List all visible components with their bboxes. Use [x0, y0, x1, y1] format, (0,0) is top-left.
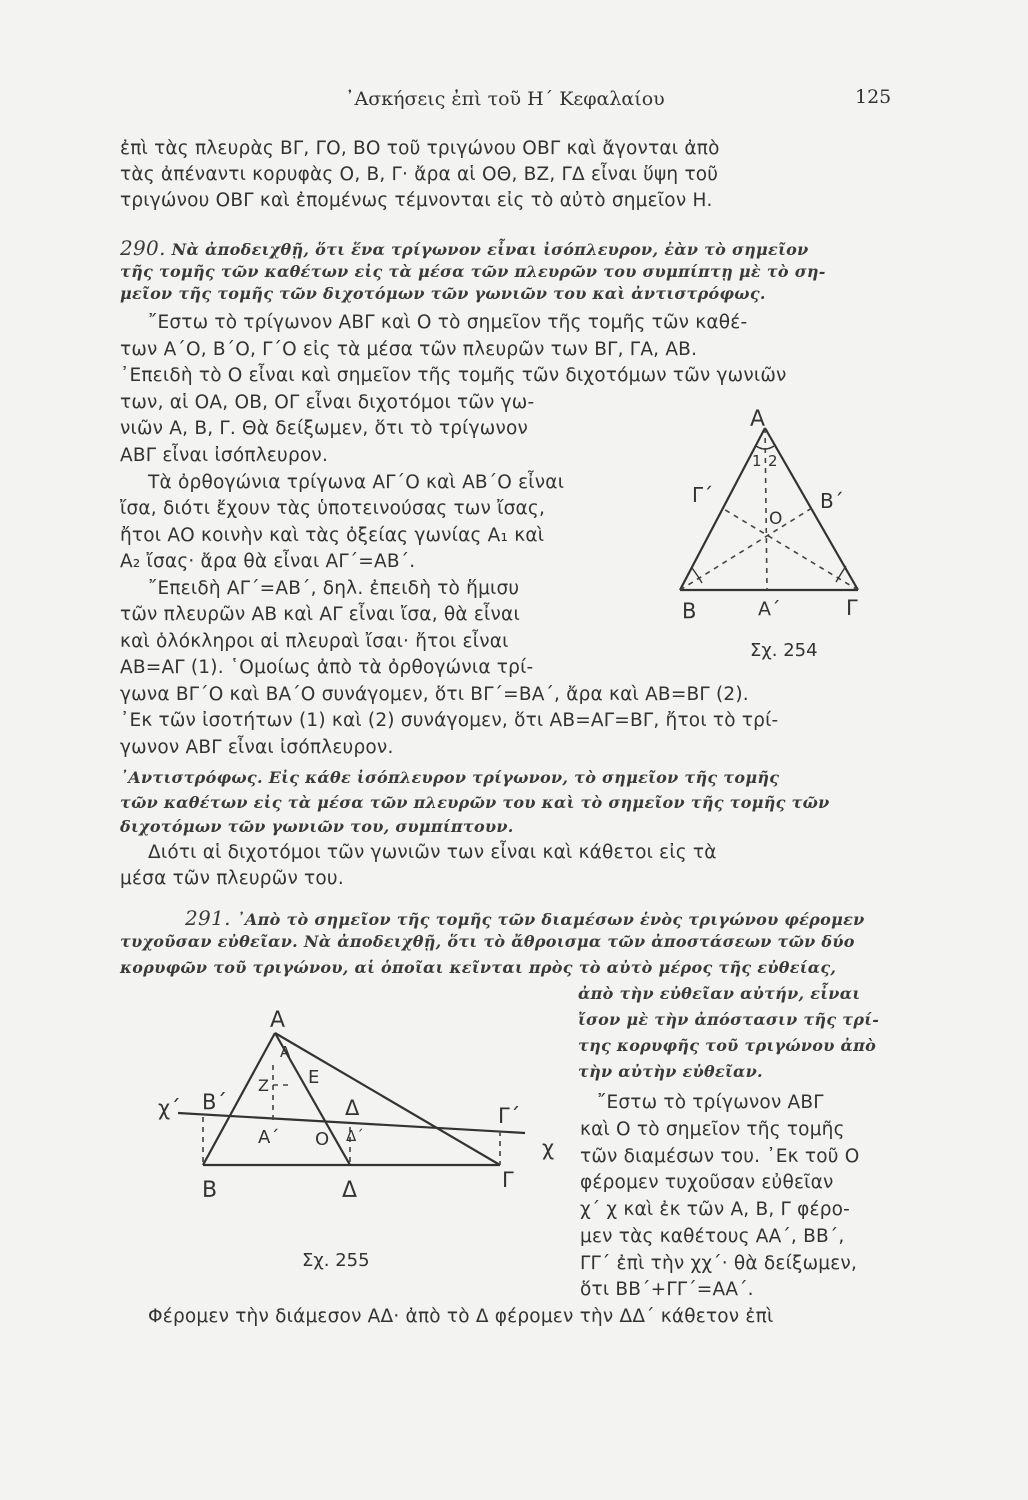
- label-a-small: Α: [280, 1043, 291, 1061]
- label-o: Ο: [315, 1129, 330, 1150]
- figure-254-caption: Σχ. 254: [750, 640, 818, 661]
- label-a: Α: [750, 407, 766, 432]
- exercise-291-statement-line: ἴσον μὲ τὴν ἀπόστασιν τῆς τρί-: [578, 1010, 880, 1029]
- proof-line: τῶν πλευρῶν ΑΒ καὶ ΑΓ εἶναι ἴσα, θὰ εἶναι: [120, 604, 520, 625]
- proof-line: γωνον ΑΒΓ εἶναι ἰσόπλευρον.: [120, 737, 394, 758]
- label-dp: Δ΄: [346, 1127, 364, 1145]
- proof-line: ῎Εστω τὸ τρίγωνον ΑΒΓ: [597, 1092, 824, 1113]
- angle-arc-b: [692, 568, 702, 583]
- label-bp: Β΄: [820, 489, 844, 513]
- exercise-290-statement-line: 290. Νὰ ἀποδειχθῇ, ὅτι ἕνα τρίγωνον εἶναι ἰσόπλευρον, ἐὰν τὸ σημεῖον: [120, 236, 809, 260]
- proof-line: ᾿Επειδὴ τὸ Ο εἶναι καὶ σημεῖον τῆς τομῆς τῶν διχοτόμων τῶν γωνιῶν: [120, 365, 787, 386]
- label-e: Ε: [308, 1067, 320, 1088]
- label-d-bottom: Δ: [342, 1178, 358, 1203]
- proof-line: των, αἱ ΟΑ, ΟΒ, ΟΓ εἶναι διχοτόμοι τῶν γω-: [120, 392, 535, 413]
- median-g: [722, 508, 858, 590]
- label-o: Ο: [769, 509, 783, 529]
- running-title: ᾿Ασκήσεις ἐπὶ τοῦ Η΄ Κεφαλαίου: [345, 88, 665, 110]
- proof-line: ἴσα, διότι ἔχουν τὰς ὑποτεινούσας των ἴσας,: [120, 498, 546, 519]
- proof-line: νιῶν Α, Β, Γ. Θὰ δείξωμεν, ὅτι τὸ τρίγωνον: [120, 418, 529, 439]
- page-number: 125: [855, 86, 892, 108]
- label-x: χ: [542, 1136, 555, 1160]
- exercise-number: 291.: [185, 906, 231, 930]
- proof-line: ΓΓ΄ ἐπὶ τὴν χχ΄· θὰ δείξωμεν,: [580, 1253, 858, 1274]
- proof-line: ΑΒ=ΑΓ (1). ῾Ομοίως ἀπὸ τὰ ὀρθογώνια τρί-: [120, 657, 534, 678]
- label-a: Α: [270, 1008, 286, 1033]
- figure-254: [670, 400, 880, 680]
- exercise-number: 290.: [120, 236, 166, 260]
- exercise-290-statement-line: μεῖον τῆς τομῆς τῶν διχοτόμων τῶν γωνιῶν του καὶ ἀντιστρόφως.: [120, 284, 766, 303]
- proof-line: χ΄ χ καὶ ἐκ τῶν Α, Β, Γ φέρο-: [580, 1199, 851, 1220]
- proof-line: ἤτοι ΑΟ κοινὴν καὶ τὰς ὀξείας γωνίας Α₁ καὶ: [120, 525, 545, 546]
- proof-line: καὶ Ο τὸ σημεῖον τῆς τομῆς: [580, 1119, 845, 1140]
- converse-proof-line: Διότι αἱ διχοτόμοι τῶν γωνιῶν των εἶναι καὶ κάθετοι εἰς τὰ: [148, 842, 717, 863]
- converse-line: τῶν καθέτων εἰς τὰ μέσα τῶν πλευρῶν του καὶ τὸ σημεῖον τῆς τομῆς τῶν: [120, 793, 830, 812]
- label-ap: Α΄: [758, 598, 781, 620]
- proof-line: των Α΄Ο, Β΄Ο, Γ΄Ο εἰς τὰ μέσα τῶν πλευρῶν των ΒΓ, ΓΑ, ΑΒ.: [120, 339, 698, 360]
- label-bp: Β΄: [202, 1090, 227, 1114]
- median-a: [765, 428, 767, 590]
- angle-arc-a: [756, 446, 774, 449]
- label-b: Β: [682, 599, 697, 623]
- exercise-291-statement-line: της κορυφῆς τοῦ τριγώνου ἀπὸ: [578, 1036, 877, 1055]
- median-b: [680, 508, 812, 590]
- proof-line: Α₂ ἴσας· ἄρα θὰ εἶναι ΑΓ΄=ΑΒ΄.: [120, 551, 416, 572]
- side-ag: [275, 1033, 500, 1165]
- figure-255: [150, 995, 570, 1215]
- label-gp: Γ΄: [692, 483, 714, 507]
- exercise-291-statement-line: 291. ᾿Απὸ τὸ σημεῖον τῆς τομῆς τῶν διαμέσων ἑνὸς τριγώνου φέρομεν: [185, 906, 865, 930]
- label-z: Ζ: [258, 1076, 269, 1095]
- proof-line: ῎Εστω τὸ τρίγωνον ΑΒΓ καὶ Ο τὸ σημεῖον τῆς τομῆς τῶν καθέ-: [148, 312, 748, 333]
- proof-line: ᾿Εκ τῶν ἰσοτήτων (1) καὶ (2) συνάγομεν, ὅτι ΑΒ=ΑΓ=ΒΓ, ἤτοι τὸ τρί-: [120, 710, 779, 731]
- converse-line: διχοτόμων τῶν γωνιῶν του, συμπίπτουν.: [120, 817, 514, 836]
- proof-line: καὶ ὁλόκληροι αἱ πλευραὶ ἴσαι· ἤτοι εἶναι: [120, 631, 509, 652]
- text-line: τριγώνου ΟΒΓ καὶ ἐπομένως τέμνονται εἰς τὸ αὐτὸ σημεῖον Η.: [120, 190, 713, 211]
- label-ap: Α΄: [258, 1127, 280, 1148]
- text-line: ἐπὶ τὰς πλευρὰς ΒΓ, ΓΟ, ΒΟ τοῦ τριγώνου ΟΒΓ καὶ ἄγονται ἀπὸ: [120, 138, 720, 159]
- proof-line: μεν τὰς καθέτους ΑΑ΄, ΒΒ΄,: [580, 1226, 845, 1247]
- angle-arc-g: [836, 566, 846, 582]
- text-line: Φέρομεν τὴν διάμεσον ΑΔ· ἀπὸ τὸ Δ φέρομεν τὴν ΔΔ΄ κάθετον ἐπὶ: [148, 1306, 774, 1327]
- proof-line: ῎Επειδὴ ΑΓ΄=ΑΒ΄, δηλ. ἐπειδὴ τὸ ἥμισυ: [148, 578, 520, 599]
- label-2: 2: [768, 452, 778, 470]
- exercise-291-statement-line: ἀπὸ τὴν εὐθεῖαν αὐτήν, εἶναι: [578, 984, 861, 1003]
- label-xp: χ΄: [158, 1096, 181, 1120]
- figure-255-caption: Σχ. 255: [302, 1250, 370, 1271]
- proof-line: τῶν διαμέσων του. ᾿Εκ τοῦ Ο: [580, 1146, 860, 1167]
- exercise-291-statement-line: τὴν αὐτὴν εὐθεῖαν.: [578, 1062, 763, 1081]
- label-1: 1: [752, 452, 762, 470]
- converse-proof-line: μέσα τῶν πλευρῶν του.: [120, 868, 344, 889]
- converse-line: ᾿Αντιστρόφως. Εἰς κάθε ἰσόπλευρον τρίγωνον, τὸ σημεῖον τῆς τομῆς: [120, 768, 780, 787]
- exercise-291-statement-line: κορυφῶν τοῦ τριγώνου, αἱ ὁποῖαι κεῖνται πρὸς τὸ αὐτὸ μέρος τῆς εὐθείας,: [120, 958, 837, 977]
- label-gp: Γ΄: [498, 1104, 521, 1128]
- proof-line: ΑΒΓ εἶναι ἰσόπλευρον.: [120, 445, 329, 466]
- label-d: Δ: [345, 1096, 360, 1120]
- proof-line: ὅτι ΒΒ΄+ΓΓ΄=ΑΑ΄.: [580, 1279, 754, 1300]
- label-b: Β: [202, 1178, 218, 1203]
- label-g: Γ: [846, 596, 858, 620]
- proof-line: φέρομεν τυχοῦσαν εὐθεῖαν: [580, 1172, 834, 1193]
- label-g: Γ: [502, 1168, 514, 1192]
- text-line: τὰς ἀπέναντι κορυφὰς Ο, Β, Γ· ἄρα αἱ ΟΘ, ΒΖ, ΓΔ εἶναι ὕψη τοῦ: [120, 164, 719, 185]
- proof-line: γωνα ΒΓ΄Ο καὶ ΒΑ΄Ο συνάγομεν, ὅτι ΒΓ΄=ΒΑ΄, ἄρα καὶ ΑΒ=ΒΓ (2).: [120, 684, 749, 705]
- proof-line: Τὰ ὀρθογώνια τρίγωνα ΑΓ΄Ο καὶ ΑΒ΄Ο εἶναι: [148, 472, 565, 493]
- exercise-290-statement-line: τῆς τομῆς τῶν καθέτων εἰς τὰ μέσα τῶν πλευρῶν του συμπίπτῃ μὲ τὸ ση-: [120, 262, 826, 281]
- exercise-291-statement-line: τυχοῦσαν εὐθεῖαν. Νὰ ἀποδειχθῇ, ὅτι τὸ ἄθροισμα τῶν ἀποστάσεων τῶν δύο: [120, 932, 855, 951]
